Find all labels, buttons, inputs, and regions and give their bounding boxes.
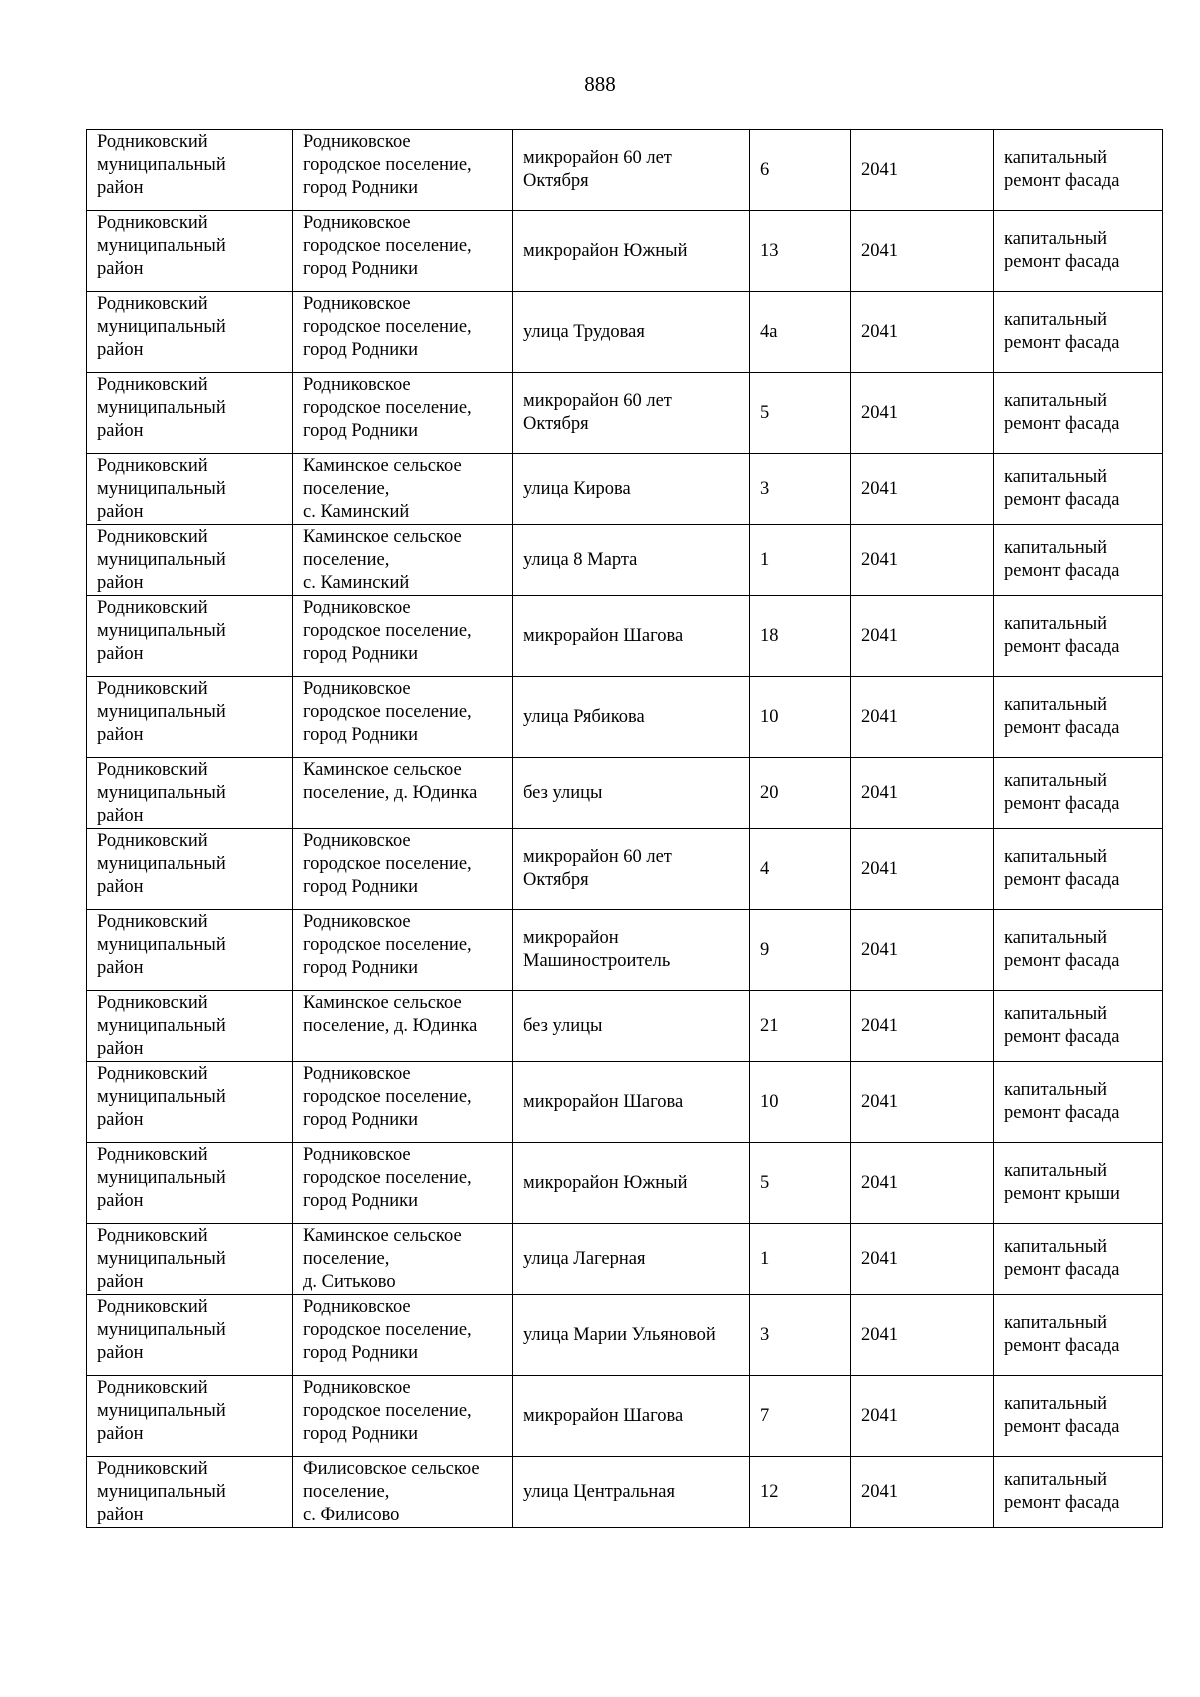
district-cell — [87, 1457, 293, 1528]
work-type-cell-line: ремонт фасада — [1004, 333, 1120, 353]
year-cell: 2041 — [851, 211, 994, 292]
street-cell — [513, 211, 750, 292]
settlement-cell-line: Родниковское — [303, 1297, 411, 1317]
table-row — [87, 758, 1163, 829]
work-type-cell — [994, 991, 1163, 1062]
work-type-cell-line: капитальный — [1004, 467, 1108, 487]
district-cell-line: муниципальный — [97, 236, 226, 256]
settlement-cell-line: Каминское сельское — [303, 993, 462, 1013]
district-cell-line: муниципальный — [97, 550, 226, 570]
work-type-cell-line: ремонт фасада — [1004, 1336, 1120, 1356]
street-cell-line: микрорайон — [523, 928, 619, 948]
settlement-cell — [293, 991, 513, 1062]
district-cell-line: Родниковский — [97, 598, 208, 618]
work-type-cell-line: ремонт фасада — [1004, 1027, 1120, 1047]
district-cell-line: муниципальный — [97, 935, 226, 955]
settlement-cell-line: Родниковское — [303, 213, 411, 233]
settlement-cell — [293, 130, 513, 211]
house-number-cell: 21 — [750, 991, 851, 1062]
year-cell: 2041 — [851, 596, 994, 677]
settlement-cell-line: городское поселение, — [303, 317, 472, 337]
street-cell-line: микрорайон 60 лет — [523, 391, 672, 411]
district-cell-line: Родниковский — [97, 132, 208, 152]
district-cell-line: Родниковский — [97, 679, 208, 699]
street-cell-line: без улицы — [523, 1015, 603, 1036]
year-cell: 2041 — [851, 910, 994, 991]
year-cell: 2041 — [851, 758, 994, 829]
work-type-cell-line: ремонт фасада — [1004, 561, 1120, 581]
work-type-cell-line: капитальный — [1004, 1313, 1108, 1333]
street-cell-line: микрорайон Шагова — [523, 1091, 684, 1112]
settlement-cell — [293, 910, 513, 991]
street-cell-line: Октября — [523, 870, 589, 890]
district-cell-line: район — [97, 1039, 144, 1059]
house-number-cell: 3 — [750, 454, 851, 525]
work-type-cell-line: ремонт фасада — [1004, 870, 1120, 890]
street-cell — [513, 373, 750, 454]
street-cell — [513, 758, 750, 829]
settlement-cell-line: Родниковское — [303, 1145, 411, 1165]
district-cell — [87, 1224, 293, 1295]
street-cell-line: микрорайон 60 лет — [523, 847, 672, 867]
work-type-cell-line: капитальный — [1004, 1470, 1108, 1490]
district-cell-line: Родниковский — [97, 1378, 208, 1398]
work-type-cell — [994, 1295, 1163, 1376]
district-cell-line: муниципальный — [97, 1087, 226, 1107]
district-cell-line: Родниковский — [97, 1145, 208, 1165]
house-number-cell: 12 — [750, 1457, 851, 1528]
work-type-cell — [994, 596, 1163, 677]
district-cell-line: Родниковский — [97, 760, 208, 780]
settlement-cell-line: городское поселение, — [303, 702, 472, 722]
street-cell — [513, 1143, 750, 1224]
district-cell — [87, 596, 293, 677]
table-row — [87, 677, 1163, 758]
district-cell-line: муниципальный — [97, 1401, 226, 1421]
street-cell-line: без улицы — [523, 782, 603, 803]
work-type-cell-line: ремонт крыши — [1004, 1184, 1120, 1204]
street-cell — [513, 1295, 750, 1376]
settlement-cell-line: Родниковское — [303, 831, 411, 851]
table-row — [87, 1295, 1163, 1376]
settlement-cell-line: город Родники — [303, 877, 419, 897]
year-cell: 2041 — [851, 1224, 994, 1295]
district-cell-line: муниципальный — [97, 1482, 226, 1502]
table-row — [87, 130, 1163, 211]
district-cell — [87, 130, 293, 211]
settlement-cell-line: город Родники — [303, 1110, 419, 1130]
street-cell — [513, 991, 750, 1062]
district-cell-line: район — [97, 806, 144, 826]
settlement-cell — [293, 454, 513, 525]
work-type-cell-line: капитальный — [1004, 614, 1108, 634]
work-type-cell — [994, 677, 1163, 758]
work-type-cell-line: капитальный — [1004, 771, 1108, 791]
work-type-cell-line: ремонт фасада — [1004, 718, 1120, 738]
settlement-cell-line: городское поселение, — [303, 935, 472, 955]
street-cell — [513, 910, 750, 991]
year-cell: 2041 — [851, 292, 994, 373]
district-cell — [87, 373, 293, 454]
street-cell — [513, 1457, 750, 1528]
settlement-cell-line: с. Филисово — [303, 1505, 400, 1525]
district-cell-line: муниципальный — [97, 1016, 226, 1036]
work-type-cell-line: ремонт фасада — [1004, 1417, 1120, 1437]
year-cell: 2041 — [851, 991, 994, 1062]
settlement-cell — [293, 1457, 513, 1528]
district-cell-line: район — [97, 502, 144, 522]
district-cell-line: район — [97, 1191, 144, 1211]
district-cell — [87, 991, 293, 1062]
district-cell-line: район — [97, 1272, 144, 1292]
district-cell-line: Родниковский — [97, 1459, 208, 1479]
settlement-cell-line: Каминское сельское — [303, 456, 462, 476]
work-type-cell — [994, 829, 1163, 910]
work-type-cell — [994, 292, 1163, 373]
settlement-cell-line: город Родники — [303, 1424, 419, 1444]
district-cell-line: район — [97, 1110, 144, 1130]
work-type-cell — [994, 454, 1163, 525]
street-cell — [513, 130, 750, 211]
work-type-cell-line: капитальный — [1004, 1237, 1108, 1257]
work-type-cell-line: капитальный — [1004, 928, 1108, 948]
district-cell — [87, 454, 293, 525]
work-type-cell — [994, 758, 1163, 829]
district-cell — [87, 677, 293, 758]
table-row — [87, 525, 1163, 596]
year-cell: 2041 — [851, 1376, 994, 1457]
work-type-cell-line: ремонт фасада — [1004, 171, 1120, 191]
house-number-cell: 5 — [750, 373, 851, 454]
house-number-cell: 7 — [750, 1376, 851, 1457]
work-type-cell-line: капитальный — [1004, 1161, 1108, 1181]
settlement-cell-line: с. Каминский — [303, 502, 410, 522]
work-type-cell-line: капитальный — [1004, 847, 1108, 867]
district-cell-line: район — [97, 958, 144, 978]
district-cell-line: район — [97, 1505, 144, 1525]
district-cell — [87, 1062, 293, 1143]
settlement-cell — [293, 677, 513, 758]
street-cell — [513, 454, 750, 525]
work-type-cell-line: капитальный — [1004, 310, 1108, 330]
work-type-cell-line: ремонт фасада — [1004, 637, 1120, 657]
settlement-cell-line: город Родники — [303, 1191, 419, 1211]
settlement-cell-line: поселение, — [303, 1482, 390, 1502]
settlement-cell-line: город Родники — [303, 340, 419, 360]
district-cell-line: район — [97, 1343, 144, 1363]
settlement-cell-line: Родниковское — [303, 679, 411, 699]
street-cell-line: улица 8 Марта — [523, 549, 638, 570]
year-cell: 2041 — [851, 1062, 994, 1143]
settlement-cell-line: поселение, — [303, 479, 390, 499]
table-row — [87, 454, 1163, 525]
street-cell — [513, 525, 750, 596]
year-cell: 2041 — [851, 1143, 994, 1224]
street-cell-line: улица Рябикова — [523, 706, 645, 727]
house-number-cell: 13 — [750, 211, 851, 292]
district-cell-line: район — [97, 340, 144, 360]
settlement-cell — [293, 1376, 513, 1457]
settlement-cell-line: городское поселение, — [303, 1401, 472, 1421]
district-cell-line: муниципальный — [97, 155, 226, 175]
settlement-cell-line: Филисовское сельское — [303, 1459, 480, 1479]
settlement-cell-line: городское поселение, — [303, 236, 472, 256]
street-cell-line: улица Трудовая — [523, 321, 645, 342]
district-cell — [87, 829, 293, 910]
work-type-cell-line: капитальный — [1004, 391, 1108, 411]
district-cell-line: Родниковский — [97, 1064, 208, 1084]
work-type-cell-line: ремонт фасада — [1004, 951, 1120, 971]
district-cell-line: Родниковский — [97, 1297, 208, 1317]
work-type-cell-line: ремонт фасада — [1004, 252, 1120, 272]
street-cell-line: улица Центральная — [523, 1481, 676, 1502]
settlement-cell — [293, 596, 513, 677]
work-type-cell-line: капитальный — [1004, 1080, 1108, 1100]
work-type-cell-line: ремонт фасада — [1004, 1493, 1120, 1513]
street-cell-line: микрорайон Южный — [523, 240, 688, 261]
settlement-cell-line: Родниковское — [303, 375, 411, 395]
work-type-cell — [994, 373, 1163, 454]
house-number-cell: 3 — [750, 1295, 851, 1376]
district-cell-line: район — [97, 259, 144, 279]
work-type-cell-line: ремонт фасада — [1004, 414, 1120, 434]
street-cell-line: микрорайон Шагова — [523, 625, 684, 646]
district-cell — [87, 211, 293, 292]
house-number-cell: 9 — [750, 910, 851, 991]
settlement-cell-line: Родниковское — [303, 912, 411, 932]
district-cell-line: муниципальный — [97, 1249, 226, 1269]
district-cell-line: муниципальный — [97, 317, 226, 337]
district-cell-line: муниципальный — [97, 1320, 226, 1340]
settlement-cell-line: Родниковское — [303, 132, 411, 152]
settlement-cell-line: город Родники — [303, 1343, 419, 1363]
house-number-cell: 1 — [750, 1224, 851, 1295]
settlement-cell-line: Родниковское — [303, 598, 411, 618]
house-number-cell: 4а — [750, 292, 851, 373]
settlement-cell-line: городское поселение, — [303, 1168, 472, 1188]
district-cell-line: Родниковский — [97, 912, 208, 932]
work-type-cell — [994, 1376, 1163, 1457]
settlement-cell-line: д. Ситьково — [303, 1272, 396, 1292]
work-type-cell-line: капитальный — [1004, 695, 1108, 715]
work-type-cell-line: капитальный — [1004, 538, 1108, 558]
district-cell-line: район — [97, 877, 144, 897]
settlement-cell — [293, 1295, 513, 1376]
year-cell: 2041 — [851, 829, 994, 910]
settlement-cell-line: город Родники — [303, 178, 419, 198]
district-cell-line: Родниковский — [97, 456, 208, 476]
district-cell-line: Родниковский — [97, 294, 208, 314]
settlement-cell-line: Родниковское — [303, 1064, 411, 1084]
table-row — [87, 596, 1163, 677]
settlement-cell — [293, 1143, 513, 1224]
street-cell-line: микрорайон Южный — [523, 1172, 688, 1193]
district-cell-line: район — [97, 1424, 144, 1444]
district-cell-line: район — [97, 421, 144, 441]
settlement-cell-line: Каминское сельское — [303, 1226, 462, 1246]
year-cell: 2041 — [851, 130, 994, 211]
district-cell-line: Родниковский — [97, 1226, 208, 1246]
settlement-cell-line: город Родники — [303, 421, 419, 441]
street-cell-line: микрорайон 60 лет — [523, 148, 672, 168]
district-cell-line: муниципальный — [97, 398, 226, 418]
district-cell-line: муниципальный — [97, 854, 226, 874]
house-number-cell: 4 — [750, 829, 851, 910]
work-type-cell — [994, 1143, 1163, 1224]
district-cell-line: муниципальный — [97, 702, 226, 722]
settlement-cell-line: с. Каминский — [303, 573, 410, 593]
work-type-cell-line: капитальный — [1004, 148, 1108, 168]
work-type-cell-line: ремонт фасада — [1004, 1103, 1120, 1123]
settlement-cell-line: Каминское сельское — [303, 760, 462, 780]
work-type-cell-line: капитальный — [1004, 229, 1108, 249]
settlement-cell — [293, 292, 513, 373]
street-cell-line: улица Лагерная — [523, 1248, 646, 1269]
district-cell-line: муниципальный — [97, 1168, 226, 1188]
work-type-cell-line: капитальный — [1004, 1394, 1108, 1414]
work-type-cell — [994, 1457, 1163, 1528]
street-cell — [513, 829, 750, 910]
housing-registry-table — [86, 129, 1163, 1528]
street-cell — [513, 677, 750, 758]
house-number-cell: 10 — [750, 1062, 851, 1143]
work-type-cell-line: ремонт фасада — [1004, 490, 1120, 510]
street-cell — [513, 1376, 750, 1457]
work-type-cell — [994, 525, 1163, 596]
district-cell — [87, 525, 293, 596]
settlement-cell — [293, 525, 513, 596]
settlement-cell-line: Родниковское — [303, 1378, 411, 1398]
table-row — [87, 211, 1163, 292]
district-cell — [87, 292, 293, 373]
street-cell-line: улица Кирова — [523, 478, 631, 499]
table-row — [87, 910, 1163, 991]
settlement-cell — [293, 211, 513, 292]
district-cell-line: район — [97, 178, 144, 198]
settlement-cell-line: городское поселение, — [303, 1087, 472, 1107]
work-type-cell — [994, 910, 1163, 991]
table-body — [87, 130, 1163, 1528]
year-cell: 2041 — [851, 525, 994, 596]
settlement-cell-line: городское поселение, — [303, 398, 472, 418]
settlement-cell — [293, 1224, 513, 1295]
district-cell-line: Родниковский — [97, 527, 208, 547]
table-row — [87, 991, 1163, 1062]
page-number: 888 — [584, 72, 616, 96]
settlement-cell-line: городское поселение, — [303, 854, 472, 874]
settlement-cell-line: городское поселение, — [303, 1320, 472, 1340]
settlement-cell-line: город Родники — [303, 725, 419, 745]
district-cell-line: район — [97, 644, 144, 664]
table-row — [87, 1457, 1163, 1528]
house-number-cell: 18 — [750, 596, 851, 677]
settlement-cell-line: Родниковское — [303, 294, 411, 314]
work-type-cell-line: ремонт фасада — [1004, 1260, 1120, 1280]
district-cell-line: Родниковский — [97, 993, 208, 1013]
district-cell-line: Родниковский — [97, 831, 208, 851]
table-row — [87, 1143, 1163, 1224]
settlement-cell — [293, 373, 513, 454]
house-number-cell: 6 — [750, 130, 851, 211]
district-cell-line: муниципальный — [97, 621, 226, 641]
district-cell-line: муниципальный — [97, 783, 226, 803]
district-cell-line: Родниковский — [97, 213, 208, 233]
house-number-cell: 5 — [750, 1143, 851, 1224]
table-row — [87, 829, 1163, 910]
district-cell-line: район — [97, 725, 144, 745]
street-cell-line: Машиностроитель — [523, 951, 671, 971]
settlement-cell-line: город Родники — [303, 644, 419, 664]
settlement-cell-line: поселение, — [303, 550, 390, 570]
district-cell — [87, 1143, 293, 1224]
district-cell — [87, 1295, 293, 1376]
settlement-cell — [293, 758, 513, 829]
settlement-cell-line: город Родники — [303, 259, 419, 279]
table-row — [87, 373, 1163, 454]
street-cell — [513, 596, 750, 677]
year-cell: 2041 — [851, 1295, 994, 1376]
street-cell — [513, 292, 750, 373]
street-cell-line: микрорайон Шагова — [523, 1405, 684, 1426]
settlement-cell-line: поселение, д. Юдинка — [303, 783, 478, 803]
work-type-cell — [994, 211, 1163, 292]
settlement-cell — [293, 829, 513, 910]
district-cell-line: район — [97, 573, 144, 593]
table-row — [87, 292, 1163, 373]
district-cell — [87, 758, 293, 829]
settlement-cell-line: город Родники — [303, 958, 419, 978]
street-cell-line: Октября — [523, 171, 589, 191]
settlement-cell-line: поселение, — [303, 1249, 390, 1269]
district-cell-line: муниципальный — [97, 479, 226, 499]
settlement-cell-line: городское поселение, — [303, 155, 472, 175]
settlement-cell-line: Каминское сельское — [303, 527, 462, 547]
settlement-cell-line: поселение, д. Юдинка — [303, 1016, 478, 1036]
year-cell: 2041 — [851, 373, 994, 454]
work-type-cell-line: капитальный — [1004, 1004, 1108, 1024]
year-cell: 2041 — [851, 677, 994, 758]
district-cell — [87, 1376, 293, 1457]
district-cell — [87, 910, 293, 991]
year-cell: 2041 — [851, 1457, 994, 1528]
district-cell-line: Родниковский — [97, 375, 208, 395]
house-number-cell: 1 — [750, 525, 851, 596]
settlement-cell — [293, 1062, 513, 1143]
work-type-cell — [994, 130, 1163, 211]
work-type-cell — [994, 1224, 1163, 1295]
settlement-cell-line: городское поселение, — [303, 621, 472, 641]
house-number-cell: 10 — [750, 677, 851, 758]
street-cell-line: улица Марии Ульяновой — [523, 1324, 716, 1345]
house-number-cell: 20 — [750, 758, 851, 829]
street-cell — [513, 1224, 750, 1295]
street-cell — [513, 1062, 750, 1143]
table-row — [87, 1062, 1163, 1143]
year-cell: 2041 — [851, 454, 994, 525]
work-type-cell — [994, 1062, 1163, 1143]
table-row — [87, 1376, 1163, 1457]
street-cell-line: Октября — [523, 414, 589, 434]
table-row — [87, 1224, 1163, 1295]
work-type-cell-line: ремонт фасада — [1004, 794, 1120, 814]
